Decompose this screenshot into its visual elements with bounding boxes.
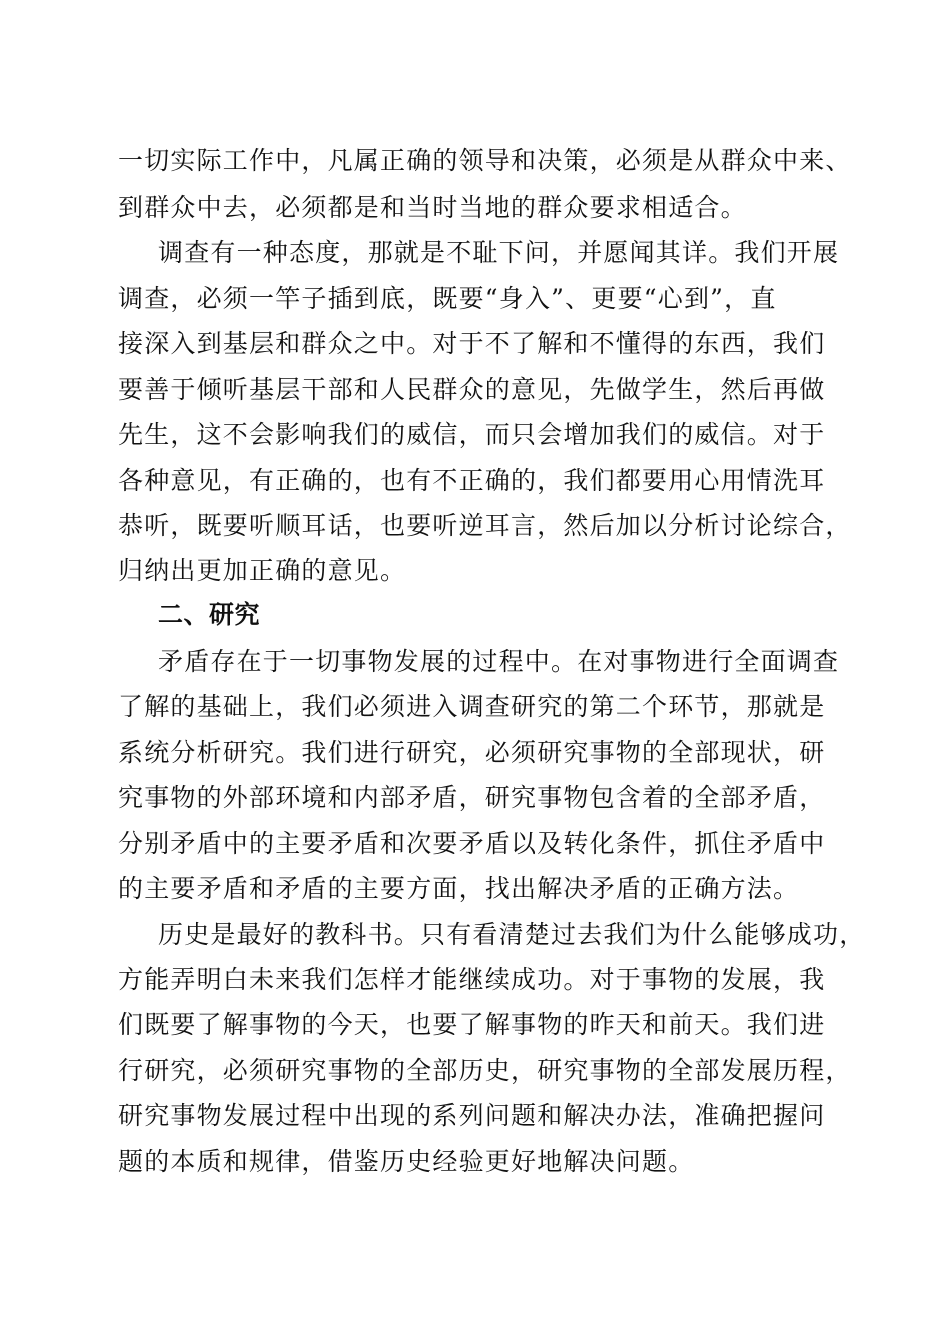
paragraph-2-line-8: 归纳出更加正确的意见。: [118, 556, 407, 585]
paragraph-4-line-3: 们既要了解事物的今天，也要了解事物的昨天和前天。我们进: [118, 1010, 826, 1039]
paragraph-2-line-1: 调查有一种态度，那就是不耻下问，并愿闻其详。我们开展: [158, 238, 840, 267]
paragraph-3-line-3: 系统分析研究。我们进行研究，必须研究事物的全部现状，研: [118, 738, 826, 767]
paragraph-1-line-2: 到群众中去，必须都是和当时当地的群众要求相适合。: [118, 193, 747, 222]
paragraph-4-line-2: 方能弄明白未来我们怎样才能继续成功。对于事物的发展，我: [118, 965, 826, 994]
section-heading-research: 二、研究: [158, 600, 261, 629]
paragraph-2-line-2: 调查，必须一竿子插到底，既要“身入”、更要“心到”，直: [118, 284, 777, 313]
paragraph-2-line-4: 要善于倾听基层干部和人民群众的意见，先做学生，然后再做: [118, 375, 826, 404]
paragraph-3-line-6: 的主要矛盾和矛盾的主要方面，找出解决矛盾的正确方法。: [118, 874, 800, 903]
paragraph-2-line-3: 接深入到基层和群众之中。对于不了解和不懂得的东西，我们: [118, 329, 826, 358]
paragraph-3-line-4: 究事物的外部环境和内部矛盾，研究事物包含着的全部矛盾，: [118, 783, 826, 812]
paragraph-4-line-6: 题的本质和规律，借鉴历史经验更好地解决问题。: [118, 1147, 695, 1176]
paragraph-2-line-6: 各种意见，有正确的，也有不正确的，我们都要用心用情洗耳: [118, 466, 826, 495]
paragraph-4-line-1: 历史是最好的教科书。只有看清楚过去我们为什么能够成功，: [158, 920, 866, 949]
paragraph-1-line-1: 一切实际工作中，凡属正确的领导和决策，必须是从群众中来、: [118, 146, 852, 175]
paragraph-2-line-5: 先生，这不会影响我们的威信，而只会增加我们的威信。对于: [118, 420, 826, 449]
paragraph-3-line-1: 矛盾存在于一切事物发展的过程中。在对事物进行全面调查: [158, 647, 840, 676]
paragraph-2-line-7: 恭听，既要听顺耳话，也要听逆耳言，然后加以分析讨论综合，: [118, 511, 852, 540]
paragraph-4-line-4: 行研究，必须研究事物的全部历史，研究事物的全部发展历程，: [118, 1056, 852, 1085]
paragraph-3-line-5: 分别矛盾中的主要矛盾和次要矛盾以及转化条件，抓住矛盾中: [118, 829, 826, 858]
paragraph-3-line-2: 了解的基础上，我们必须进入调查研究的第二个环节，那就是: [118, 692, 826, 721]
paragraph-4-line-5: 研究事物发展过程中出现的系列问题和解决办法，准确把握问: [118, 1101, 826, 1130]
